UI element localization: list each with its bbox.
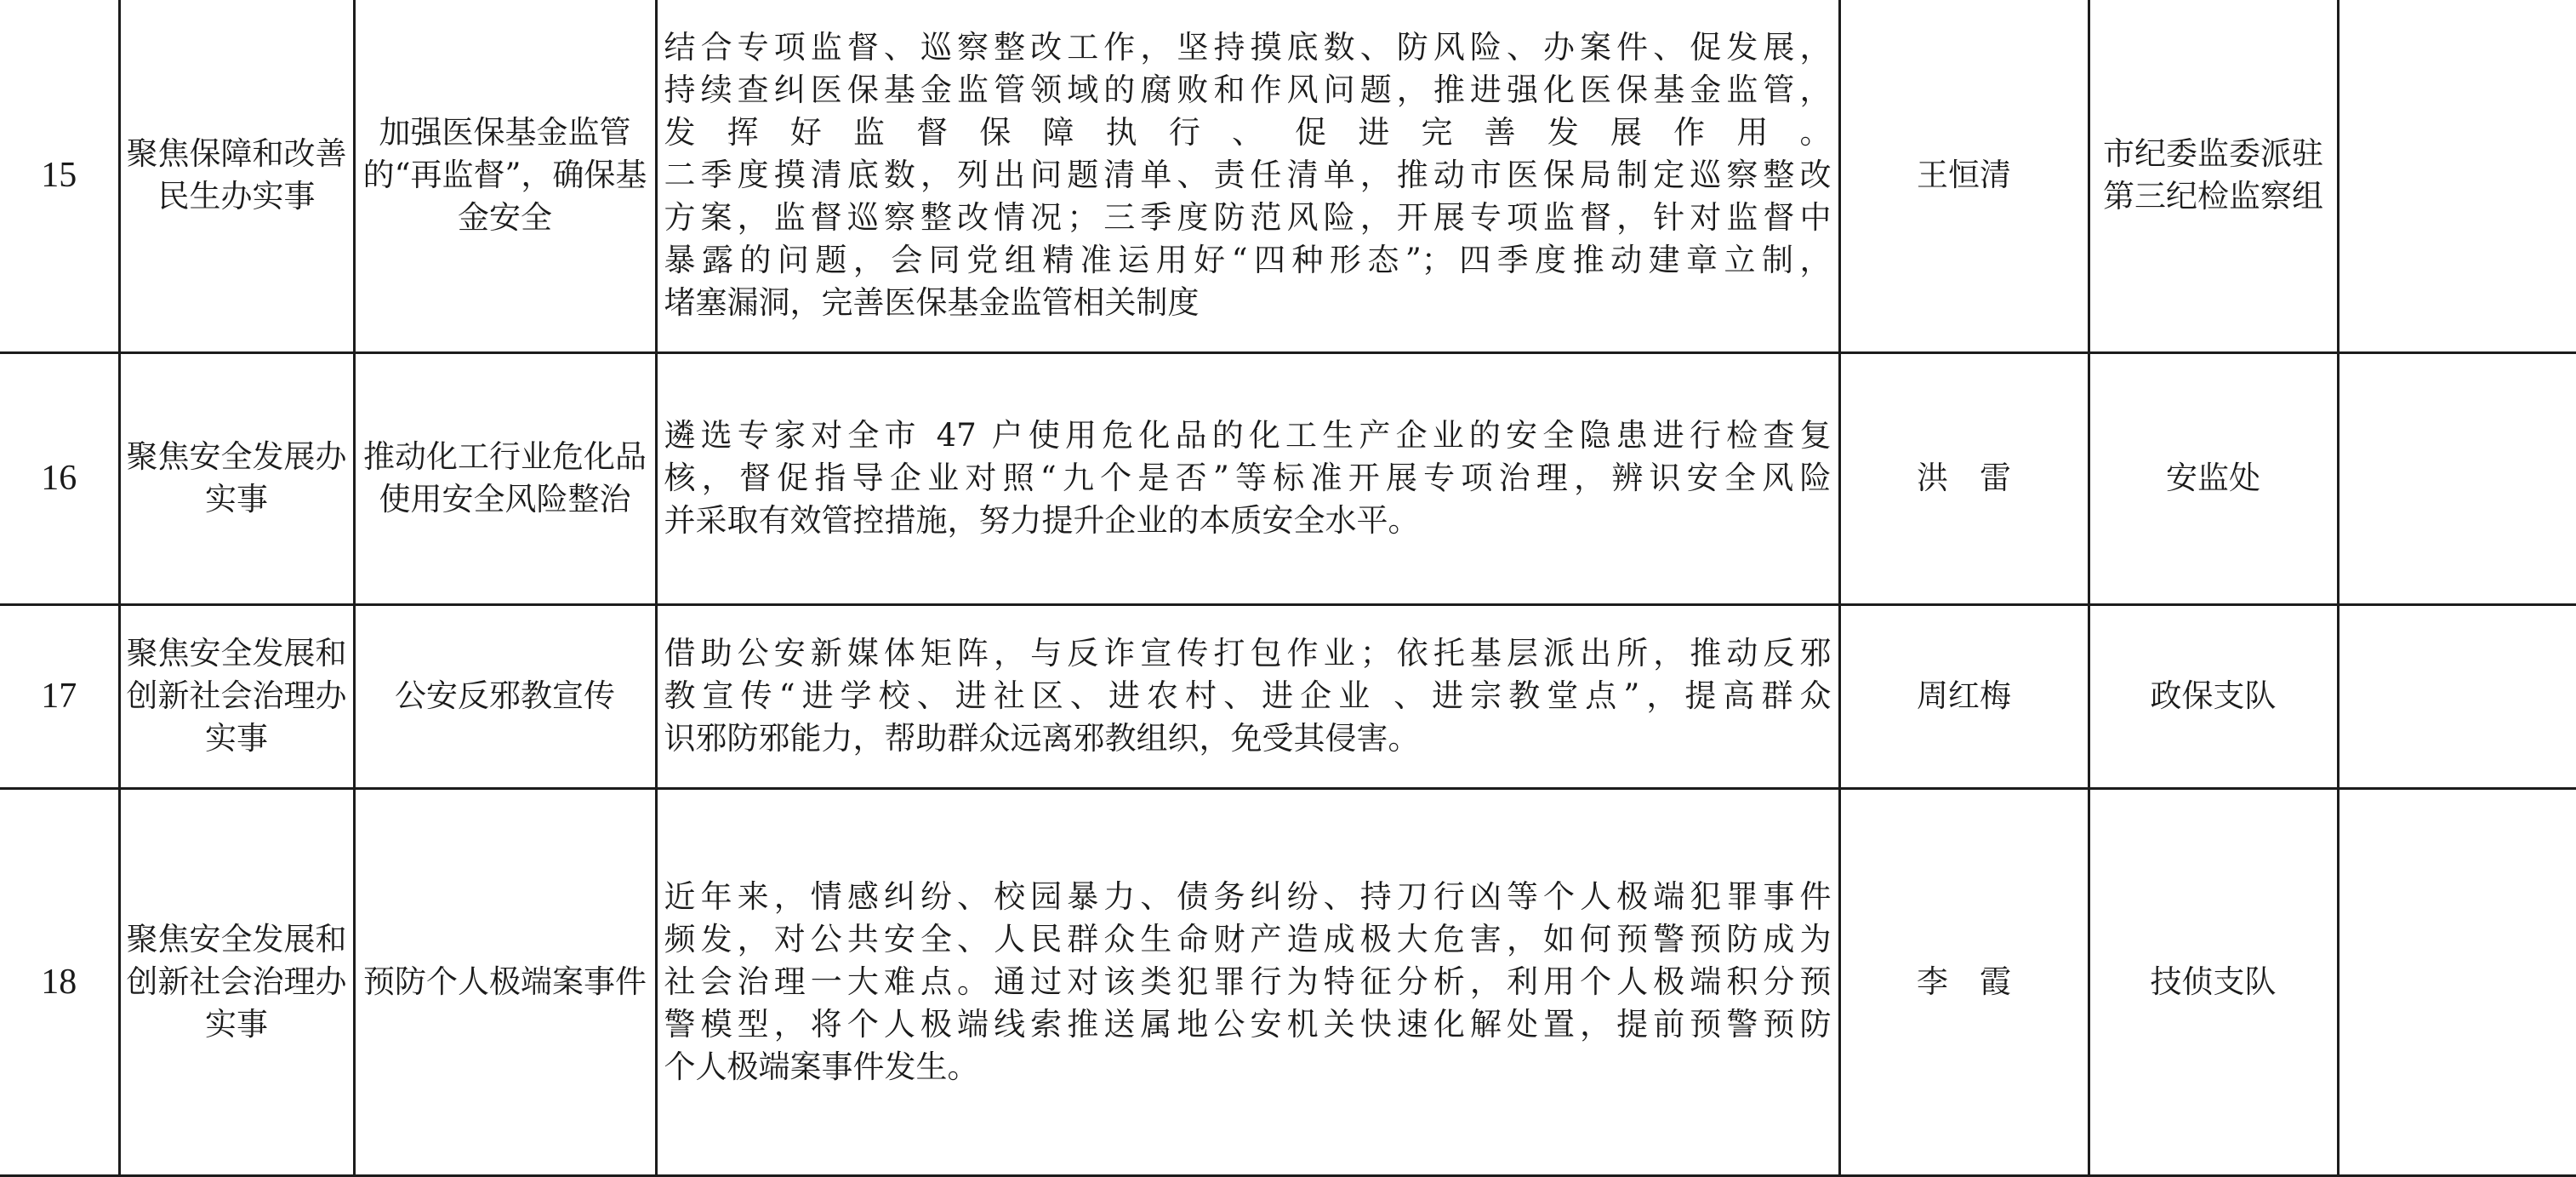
- row-number: 15: [0, 0, 119, 352]
- table-row: [0, 352, 2576, 604]
- remark-cell: [2338, 352, 2576, 604]
- responsible-unit-cell: 政保支队: [2089, 604, 2338, 788]
- responsible-unit-cell: 市纪委监委派驻第三纪检监察组: [2089, 0, 2338, 352]
- responsible-person-cell: 洪 雷: [1839, 352, 2089, 604]
- content-line: 方案，监督巡察整改情况；三季度防范风险，开展专项监督，针对监督中: [664, 199, 1832, 237]
- row-number: 17: [0, 604, 119, 788]
- content-line: 发挥好监督保障执行、促进完善发展作用。: [664, 114, 1832, 151]
- row-number: 16: [0, 352, 119, 604]
- content-line: 堵塞漏洞，完善医保基金监管相关制度: [664, 284, 1200, 322]
- table-row: [0, 788, 2576, 1175]
- table-row: [0, 0, 2576, 352]
- content-line: 社会治理一大难点。通过对该类犯罪行为特征分析，利用个人极端积分预: [664, 963, 1832, 1000]
- content-line: 结合专项监督、巡察整改工作，坚持摸底数、防风险、办案件、促发展，: [664, 29, 1832, 66]
- table-row: [0, 604, 2576, 788]
- remark-cell: [2338, 604, 2576, 788]
- responsible-unit-cell: 技侦支队: [2089, 788, 2338, 1175]
- content-line: 暴露的问题，会同党组精准运用好“四种形态”；四季度推动建章立制，: [664, 242, 1832, 279]
- remark-cell: [2338, 788, 2576, 1175]
- content-line: 持续查纠医保基金监管领域的腐败和作风问题，推进强化医保基金监管，: [664, 71, 1832, 109]
- content-line: 警模型，将个人极端线索推送属地公安机关快速化解处置，提前预警预防: [664, 1005, 1832, 1043]
- content-line: 并采取有效管控措施，努力提升企业的本质安全水平。: [664, 502, 1420, 539]
- content-line: 近年来，情感纠纷、校园暴力、债务纠纷、持刀行凶等个人极端犯罪事件: [664, 877, 1832, 915]
- content-line: 核，督促指导企业对照“九个是否”等标准开展专项治理，辨识安全风险: [664, 460, 1832, 496]
- content-cell: [656, 0, 1839, 352]
- category-cell: 聚焦安全发展和创新社会治理办实事: [119, 604, 354, 788]
- category-cell: 聚焦安全发展和创新社会治理办实事: [119, 788, 354, 1175]
- task-cell: 推动化工行业危化品使用安全风险整治: [354, 352, 656, 604]
- content-line: 教宣传“进学校、进社区、进农村、进企业 、进宗教堂点”，提高群众: [664, 677, 1832, 714]
- remark-cell: [2338, 0, 2576, 352]
- content-cell: [656, 352, 1839, 604]
- content-line: 频发，对公共安全、人民群众生命财产造成极大危害，如何预警预防成为: [664, 920, 1832, 957]
- responsible-person-cell: 李 霞: [1839, 788, 2089, 1175]
- responsible-unit-cell: 安监处: [2089, 352, 2338, 604]
- content-line: 二季度摸清底数，列出问题清单、责任清单，推动市医保局制定巡察整改: [664, 157, 1832, 194]
- category-cell: 聚焦安全发展办实事: [119, 352, 354, 604]
- responsible-person-cell: 周红梅: [1839, 604, 2089, 788]
- task-cell: 预防个人极端案事件: [354, 788, 656, 1175]
- content-line: 借助公安新媒体矩阵，与反诈宣传打包作业；依托基层派出所，推动反邪: [664, 635, 1832, 671]
- row-number: 18: [0, 788, 119, 1175]
- responsible-person-cell: 王恒清: [1839, 0, 2089, 352]
- content-line: 个人极端案事件发生。: [664, 1048, 979, 1085]
- content-line: 识邪防邪能力，帮助群众远离邪教组织，免受其侵害。: [664, 720, 1420, 757]
- content-line: 遴选专家对全市 47 户使用危化品的化工生产企业的安全隐患进行检查复: [664, 417, 1832, 454]
- task-cell: 公安反邪教宣传: [354, 604, 656, 788]
- task-cell: 加强医保基金监管的“再监督”，确保基金安全: [354, 0, 656, 352]
- content-cell: [656, 788, 1839, 1175]
- content-cell: [656, 604, 1839, 788]
- category-cell: 聚焦保障和改善民生办实事: [119, 0, 354, 352]
